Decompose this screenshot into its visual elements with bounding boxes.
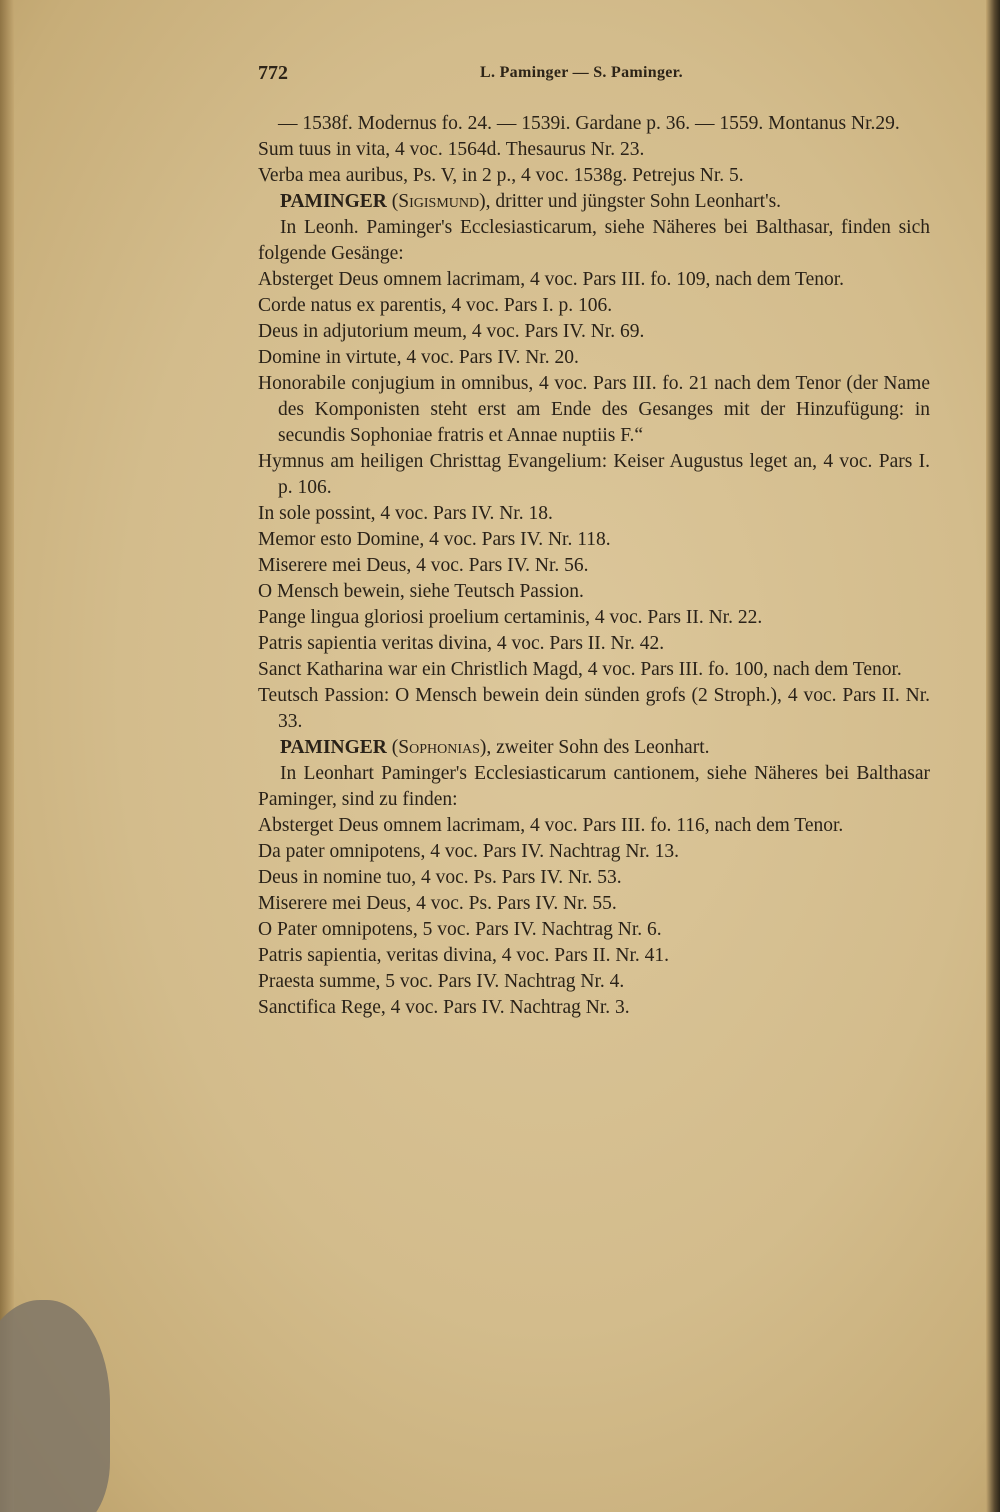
page-body bbox=[258, 111, 930, 1021]
entry: Patris sapientia veritas divina, 4 voc. Pars II. Nr. 42. bbox=[258, 633, 665, 654]
entry: Pange lingua gloriosi proelium certaminis, 4 voc. Pars II. Nr. 22. bbox=[258, 607, 763, 628]
entry-continuation: — 1538f. Modernus fo. 24. — 1539i. Gardane p. 36. — 1559. Montanus Nr.29. bbox=[278, 113, 900, 134]
composer-given-name: Sophonias bbox=[398, 737, 480, 758]
entry: Absterget Deus omnem lacrimam, 4 voc. Pars III. fo. 116, nach dem Tenor. bbox=[258, 815, 844, 836]
entry: Deus in adjutorium meum, 4 voc. Pars IV. Nr. 69. bbox=[258, 321, 645, 342]
composer-surname: PAMINGER bbox=[280, 737, 387, 758]
entry: Patris sapientia, veritas divina, 4 voc. Pars II. Nr. 41. bbox=[258, 945, 670, 966]
entry: O Mensch bewein, siehe Teutsch Passion. bbox=[258, 581, 584, 602]
entry: Deus in nomine tuo, 4 voc. Ps. Pars IV. Nr. 53. bbox=[258, 867, 622, 888]
entry: Hymnus am heiligen Christtag Evangelium: Keiser Augustus leget an, 4 voc. Pars I. p. 106. bbox=[258, 451, 930, 498]
entry: Honorabile conjugium in omnibus, 4 voc. Pars III. fo. 21 nach dem Tenor (der Name des Komponisten steht erst am Ende des Gesanges mit der Hinzufügung: in secundis Sophoniae fratris et Annae nuptiis F.“ bbox=[258, 373, 930, 446]
entry: Memor esto Domine, 4 voc. Pars IV. Nr. 118. bbox=[258, 529, 611, 550]
entry: Absterget Deus omnem lacrimam, 4 voc. Pars III. fo. 109, nach dem Tenor. bbox=[258, 269, 845, 290]
entry: Da pater omnipotens, 4 voc. Pars IV. Nachtrag Nr. 13. bbox=[258, 841, 679, 862]
section-intro: In Leonh. Paminger's Ecclesiasticarum, siehe Näheres bei Balthasar, finden sich folgende Gesänge: bbox=[258, 217, 930, 264]
composer-description: ), zweiter Sohn des Leonhart. bbox=[479, 737, 710, 758]
entry: O Pater omnipotens, 5 voc. Pars IV. Nachtrag Nr. 6. bbox=[258, 919, 662, 940]
entry: In sole possint, 4 voc. Pars IV. Nr. 18. bbox=[258, 503, 553, 524]
entry: Sanct Katharina war ein Christlich Magd, 4 voc. Pars III. fo. 100, nach dem Tenor. bbox=[258, 659, 902, 680]
page-edge-right bbox=[986, 0, 1000, 1512]
page-edge-left bbox=[0, 0, 14, 1512]
entry: Miserere mei Deus, 4 voc. Pars IV. Nr. 56. bbox=[258, 555, 589, 576]
running-head: L. Paminger — S. Paminger. bbox=[480, 64, 683, 81]
entry: Sanctifica Rege, 4 voc. Pars IV. Nachtrag Nr. 3. bbox=[258, 997, 630, 1018]
section-heading-sophonias bbox=[238, 735, 930, 761]
entry: Corde natus ex parentis, 4 voc. Pars I. p. 106. bbox=[258, 295, 613, 316]
open-paren: ( bbox=[391, 737, 399, 758]
entry: Domine in virtute, 4 voc. Pars IV. Nr. 20. bbox=[258, 347, 579, 368]
entry: Sum tuus in vita, 4 voc. 1564d. Thesaurus Nr. 23. bbox=[258, 139, 645, 160]
section-heading-sigismund bbox=[238, 189, 930, 215]
section-intro: In Leonhart Paminger's Ecclesiasticarum cantionem, siehe Näheres bei Balthasar Paminger, sind zu finden: bbox=[258, 763, 930, 810]
composer-given-name: Sigismund bbox=[398, 191, 480, 212]
page-number: 772 bbox=[258, 62, 288, 84]
entry: Praesta summe, 5 voc. Pars IV. Nachtrag Nr. 4. bbox=[258, 971, 625, 992]
open-paren: ( bbox=[391, 191, 399, 212]
composer-description: ), dritter und jüngster Sohn Leonhart's. bbox=[479, 191, 782, 212]
page-header bbox=[258, 62, 930, 92]
entry: Verba mea auribus, Ps. V, in 2 p., 4 voc. 1538g. Petrejus Nr. 5. bbox=[258, 165, 744, 186]
composer-surname: PAMINGER bbox=[280, 191, 387, 212]
entry: Teutsch Passion: O Mensch bewein dein sünden grofs (2 Stroph.), 4 voc. Pars II. Nr. 33. bbox=[258, 685, 930, 732]
entry: Miserere mei Deus, 4 voc. Ps. Pars IV. Nr. 55. bbox=[258, 893, 617, 914]
thumb-shadow bbox=[0, 1300, 110, 1512]
